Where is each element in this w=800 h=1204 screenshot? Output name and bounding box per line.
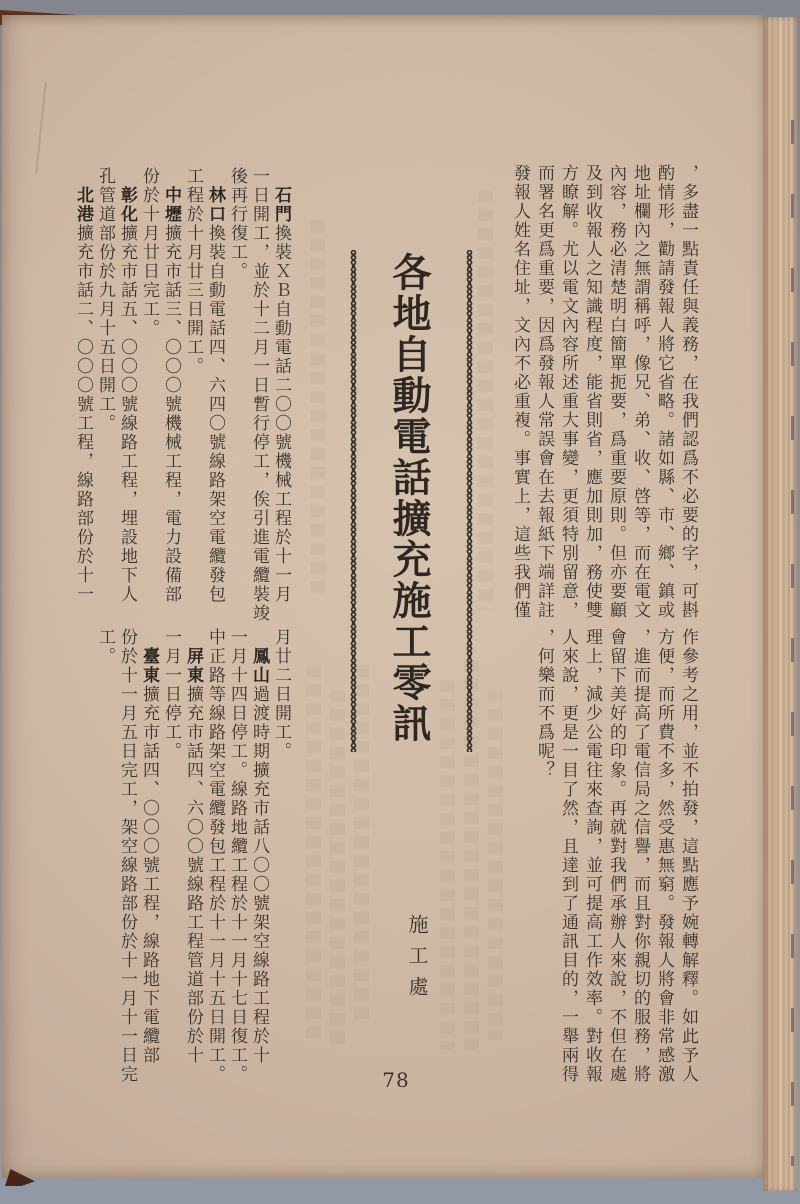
article-byline: 施工處 bbox=[405, 914, 429, 1007]
text-column: 理上，減少公電往來查詢，並可提高工作效率。對收報 bbox=[582, 628, 602, 1084]
ink-bleed-through bbox=[330, 690, 345, 1045]
text-column: 會留下美好的印象。再就對我們承辦人來說，不但在處 bbox=[606, 628, 626, 1084]
text-column: 及到收報人之知識程度，能省則省，應加則加，務使雙 bbox=[582, 164, 602, 620]
ornament-rule-right bbox=[465, 250, 474, 752]
text-column: 石門換裝ＸＢ自動電話二〇〇號機械工程於十一月 bbox=[271, 186, 291, 604]
text-column: 林口換裝自動電話四、六四〇號線路架空電纜發包 bbox=[205, 186, 225, 604]
text-column: 一月十四日停工。線路地纜工程於十一月十七日復工。 bbox=[227, 628, 247, 1084]
text-column: 孔管道部份於九月十五日開工。 bbox=[95, 167, 115, 433]
text-column: 份於十月廿日完工。 bbox=[139, 167, 159, 338]
page-number: 78 bbox=[382, 1068, 410, 1092]
text-column: 內容，務必清楚明白簡單扼要，爲重要原則。但亦要顧 bbox=[606, 164, 626, 620]
text-column: 人來說，更是一目了然，且達到了通訊目的，一舉兩得 bbox=[558, 628, 578, 1084]
text-column: 工。 bbox=[95, 628, 115, 666]
ornament-rule-left bbox=[349, 250, 358, 752]
text-column: 月廿二日開工。 bbox=[271, 628, 291, 761]
text-column: 一日開工，並於十二月一日暫行停工，俟引進電纜裝竣 bbox=[249, 167, 269, 623]
ink-bleed-through bbox=[488, 690, 503, 1040]
news-article-upper-band bbox=[72, 167, 292, 625]
text-column: ，多盡一點責任與義務，在我們認爲不必要的字，可斟 bbox=[678, 164, 698, 620]
text-column: 份於十一月五日完工，架空線路部份於十一月十一日完 bbox=[117, 628, 137, 1084]
text-column: 屏東擴充市話四、六〇〇號線路工程管道部份於十 bbox=[183, 647, 203, 1065]
text-column: 地址欄內之無謂稱呼，像兄、弟、收、啓等，而在電文 bbox=[630, 164, 650, 620]
text-column: 而署名更爲重要，因爲發報人常誤會在去報紙下端詳註 bbox=[534, 164, 554, 620]
text-column: 後再行復工。 bbox=[227, 167, 247, 281]
text-column: 中正路等線路架空電纜發包工程於十一月十五日開工。 bbox=[205, 628, 225, 1084]
text-column: 方瞭解。尤以電文內容所述重大事變，更須特別留意， bbox=[558, 164, 578, 620]
text-column: 發報人姓名住址，文內不必重複。事實上，這些我們僅 bbox=[510, 164, 530, 620]
text-column: 方便，而所費不多，然受惠無窮。發報人將會非常感激 bbox=[654, 628, 674, 1084]
text-column: 工程於十月廿三日開工。 bbox=[183, 167, 203, 376]
article-title: 各地自動電話擴充施工零訊 bbox=[386, 252, 432, 744]
text-column: 彰化擴充市話五、〇〇〇號線路工程，埋設地下人 bbox=[117, 186, 137, 604]
prev-article-upper-band bbox=[508, 164, 700, 622]
ink-bleed-through bbox=[440, 680, 455, 1050]
page-edge-mark bbox=[791, 120, 794, 1166]
text-column: 一月一日停工。 bbox=[161, 628, 181, 761]
text-column: ，進而提高了電信局之信譽，而且對你親切的服務，將 bbox=[630, 628, 650, 1084]
prev-article-lower-band bbox=[532, 628, 700, 1086]
ink-bleed-through bbox=[306, 665, 321, 1045]
ink-bleed-through bbox=[478, 190, 493, 610]
text-column: 作參考之用，並不拍發，這點應予婉轉解釋。如此予人 bbox=[678, 628, 698, 1084]
text-column: 鳳山過渡時期擴充市話八〇〇號架空線路工程於十 bbox=[249, 647, 269, 1065]
ink-bleed-through bbox=[310, 220, 325, 600]
text-column: 酌情形，勸請發報人將它省略。諸如縣、市、鄉、鎮或 bbox=[654, 164, 674, 620]
text-column: 中壢擴充市話三、〇〇〇號機械工程，電力設備部 bbox=[161, 186, 181, 604]
text-column: 北港擴充市話二、〇〇〇號工程，線路部份於十一 bbox=[73, 186, 93, 604]
text-column: 臺東擴充市話四、〇〇〇號工程，線路地下電纜部 bbox=[139, 647, 159, 1065]
news-article-lower-band bbox=[94, 628, 292, 1086]
text-column: ，何樂而不爲呢？ bbox=[534, 628, 554, 780]
